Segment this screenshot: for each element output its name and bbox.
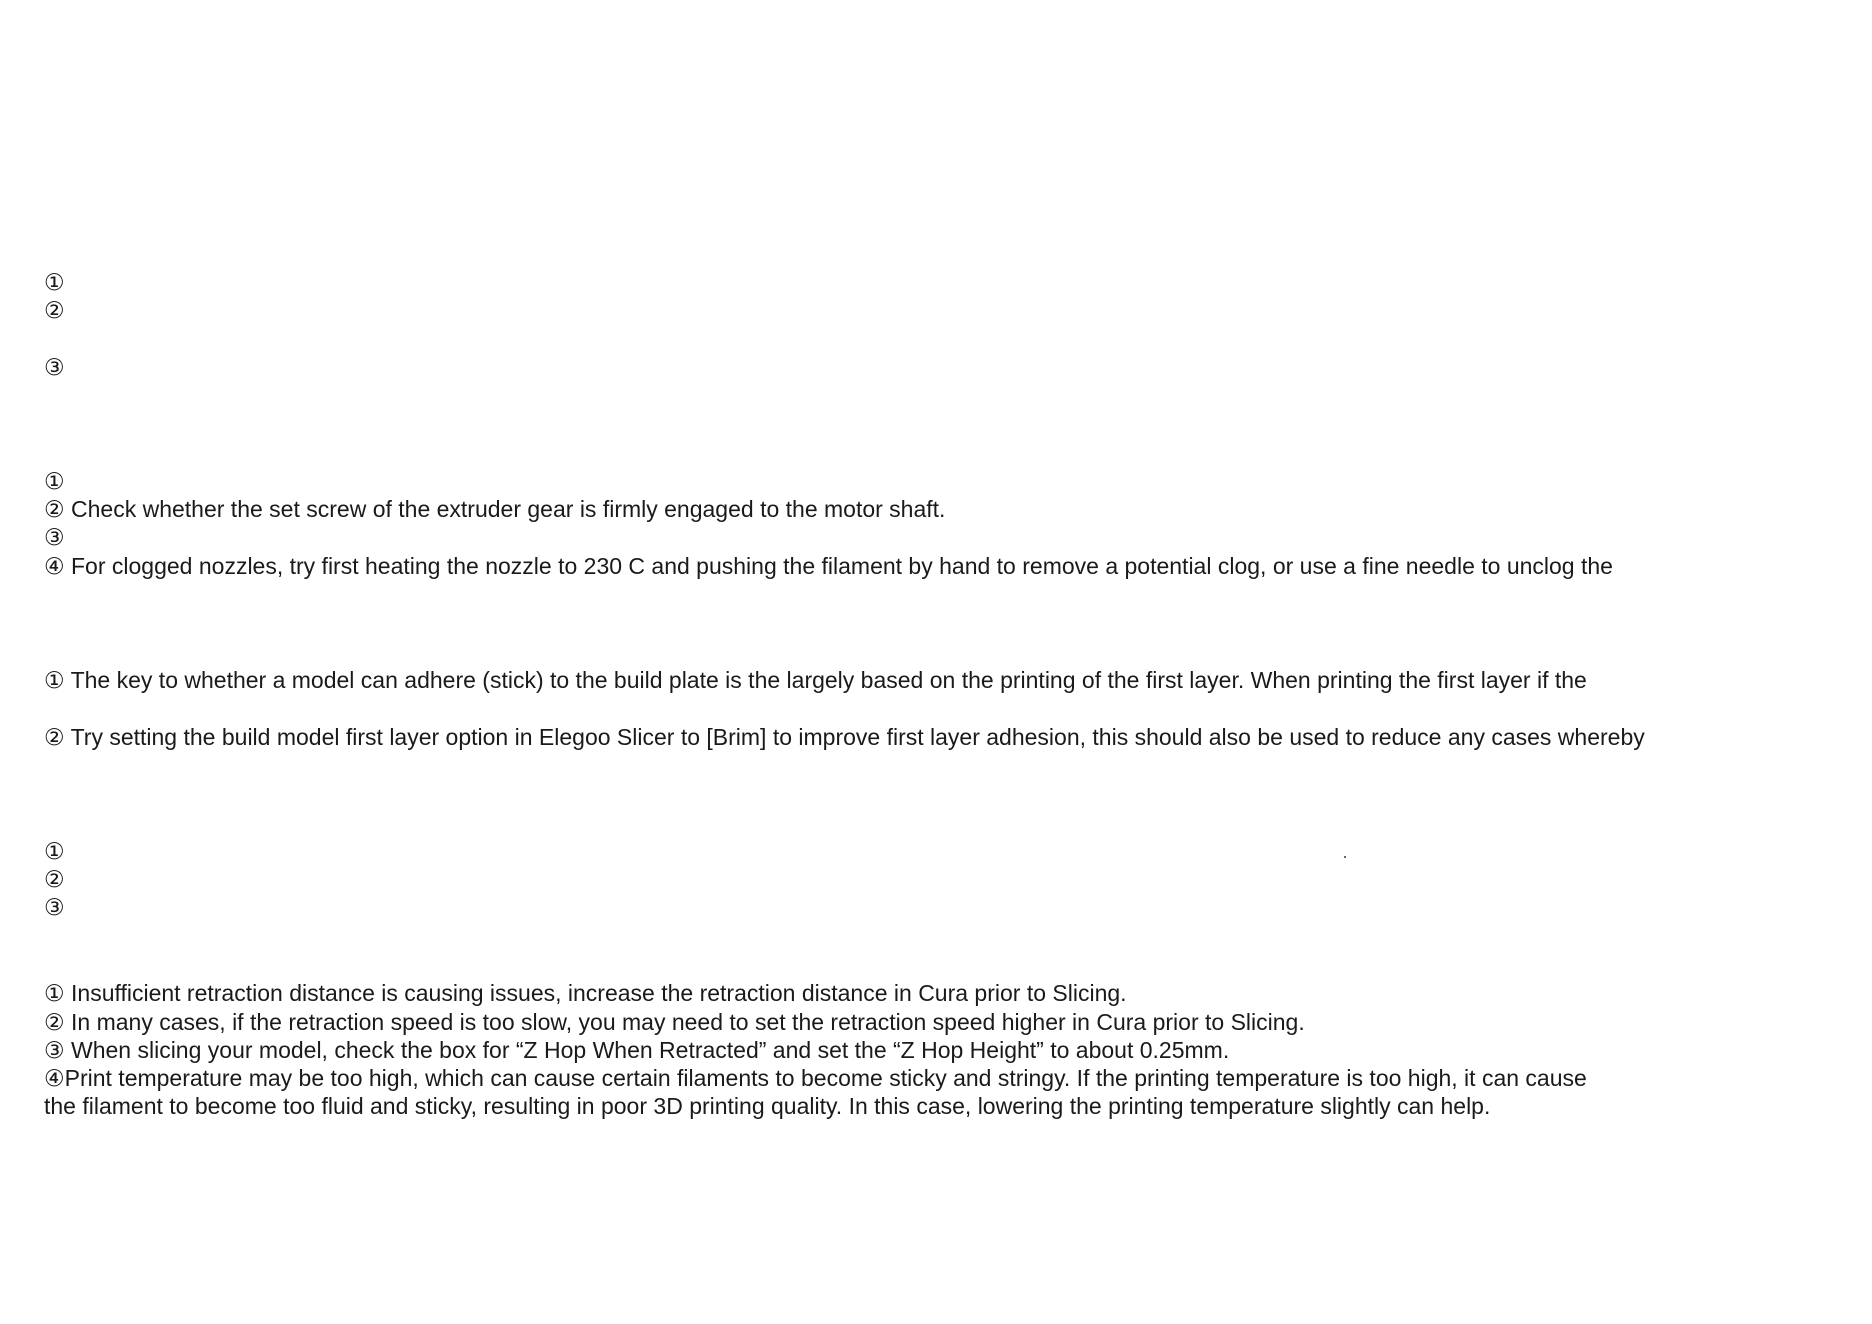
list-item: ① (44, 838, 65, 864)
list-item: ① Insufficient retraction distance is causing issues, increase the retraction distance in Cura prior to Slicing. (44, 980, 1127, 1006)
list-item: ③ (44, 894, 65, 920)
list-item: ④Print temperature may be too high, which can cause certain filaments to become sticky and stringy. If the printing temperature is too high, it can cause (44, 1065, 1587, 1091)
list-item: the filament to become too fluid and sticky, resulting in poor 3D printing quality. In this case, lowering the printing temperature slightly can help. (44, 1093, 1491, 1119)
list-item: ③ When slicing your model, check the box for “Z Hop When Retracted” and set the “Z Hop Height” to about 0.25mm. (44, 1037, 1230, 1063)
list-item: ① (44, 269, 65, 295)
list-item: ② In many cases, if the retraction speed is too slow, you may need to set the retraction speed higher in Cura prior to Slicing. (44, 1009, 1305, 1035)
list-item: ② Check whether the set screw of the extruder gear is firmly engaged to the motor shaft. (44, 496, 946, 522)
list-item: ③ (44, 524, 65, 550)
list-item: ① (44, 468, 65, 494)
list-item: ② (44, 866, 65, 892)
stray-dot (1344, 856, 1346, 858)
list-item: ① The key to whether a model can adhere (stick) to the build plate is the largely based on the printing of the first layer. When printing the first layer if the (44, 667, 1587, 693)
list-item: ④ For clogged nozzles, try first heating the nozzle to 230 C and pushing the filament by hand to remove a potential clog, or use a fine needle to unclog the (44, 553, 1613, 579)
list-item: ③ (44, 354, 65, 380)
list-item: ② (44, 297, 65, 323)
list-item: ② Try setting the build model first layer option in Elegoo Slicer to [Brim] to improve first layer adhesion, this should also be used to reduce any cases whereby (44, 724, 1645, 750)
